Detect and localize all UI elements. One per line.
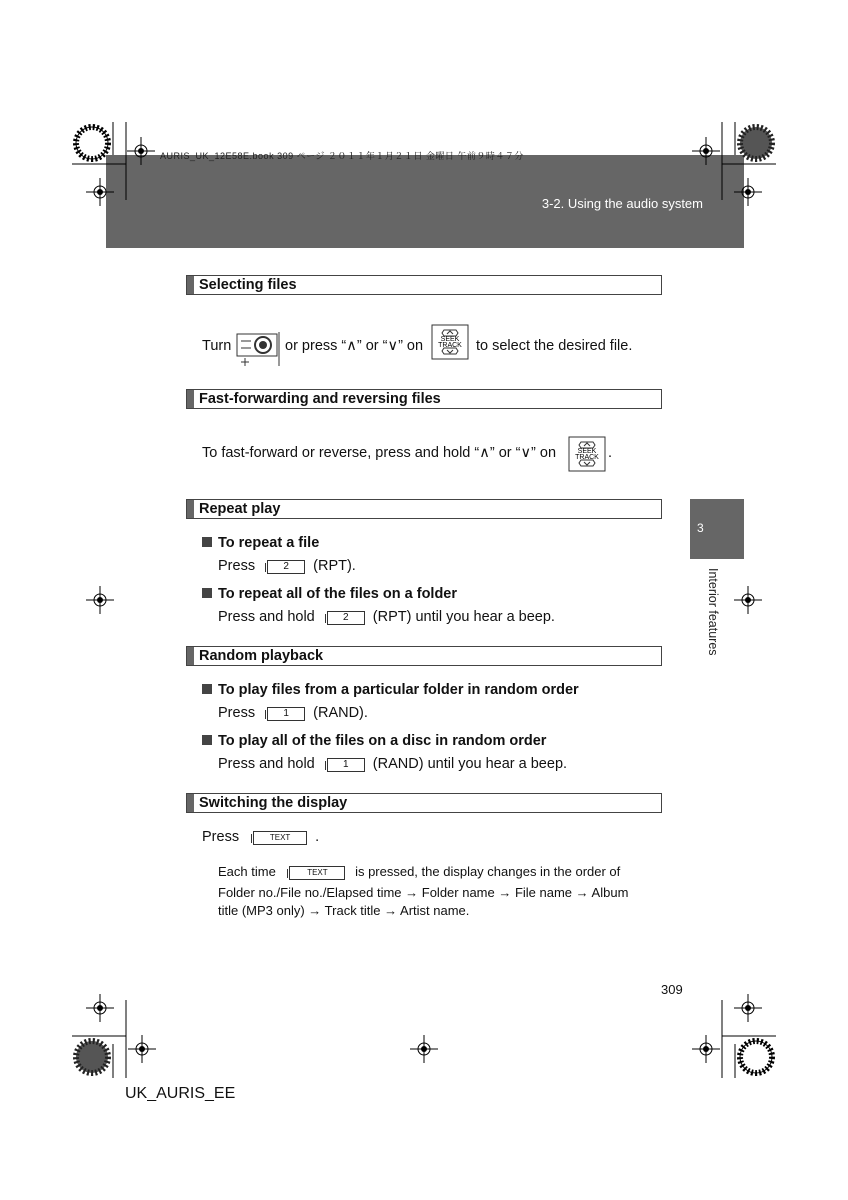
key-1-icon: 1: [327, 758, 365, 772]
footer-id: UK_AURIS_EE: [125, 1085, 236, 1102]
square-bullet-icon: [202, 588, 212, 598]
chapter-number: 3: [697, 521, 704, 535]
file-stamp: AURIS_UK_12E58E.book 309 ページ ２０１１年１月２１日 金曜日 午前９時４７分: [160, 151, 524, 161]
track-label: TRACK: [438, 342, 462, 349]
display-line-1: Press TEXT .: [202, 829, 320, 845]
key-2-icon: 2: [327, 611, 365, 625]
heading-text: Fast-forwarding and reversing files: [199, 391, 441, 407]
text-key-icon: TEXT: [289, 866, 345, 880]
section-heading-selecting-files: [186, 275, 662, 295]
key-1-icon: 1: [267, 707, 305, 721]
section-heading-fast-forward: [186, 389, 662, 409]
select-text-3: to select the desired file.: [476, 338, 633, 354]
seek-label: SEEK: [440, 336, 460, 343]
heading-bar: [187, 500, 194, 518]
repeat-line-1: Press 2 (RPT).: [218, 558, 356, 574]
display-note-3: title (MP3 only) → Track title → Artist name.: [218, 903, 470, 918]
repeat-line-2: Press and hold 2 (RPT) until you hear a beep.: [218, 609, 555, 625]
square-bullet-icon: [202, 537, 212, 547]
heading-text: Random playback: [199, 648, 324, 664]
fast-text-2: .: [608, 445, 613, 461]
text-key-icon: TEXT: [253, 831, 307, 845]
heading-text: Selecting files: [199, 277, 297, 293]
heading-bar: [187, 794, 194, 812]
fast-text-1: To fast-forward or reverse, press and hold “∧” or “∨” on: [202, 445, 557, 461]
heading-bar: [187, 390, 194, 408]
heading-text: Repeat play: [199, 501, 281, 517]
section-heading-repeat: [186, 499, 662, 519]
display-note-2: Folder no./File no./Elapsed time → Folder name → File name → Album: [218, 885, 629, 900]
square-bullet-icon: [202, 684, 212, 694]
page-number: 309: [661, 982, 683, 997]
track-label: TRACK: [575, 454, 599, 461]
random-line-1: Press 1 (RAND).: [218, 705, 368, 721]
section-title: 3-2. Using the audio system: [541, 196, 703, 211]
seek-track-button-icon: [568, 436, 606, 477]
random-subheading-2: To play all of the files on a disc in random order: [202, 733, 546, 749]
section-heading-random: [186, 646, 662, 666]
repeat-subheading-1: To repeat a file: [202, 535, 319, 551]
select-text-2: or press “∧” or “∨” on: [285, 338, 424, 354]
random-subheading-1: To play files from a particular folder in random order: [202, 682, 579, 698]
key-2-icon: 2: [267, 560, 305, 574]
chapter-label: Interior features: [706, 568, 720, 656]
repeat-subheading-2: To repeat all of the files on a folder: [202, 586, 457, 602]
heading-text: Switching the display: [199, 795, 348, 811]
square-bullet-icon: [202, 735, 212, 745]
select-line: [202, 338, 231, 354]
select-text-1: Turn: [202, 338, 232, 354]
heading-bar: [187, 276, 194, 294]
section-heading-display: [186, 793, 662, 813]
seek-label: SEEK: [577, 448, 597, 455]
tune-knob-icon: [235, 328, 281, 368]
random-line-2: Press and hold 1 (RAND) until you hear a beep.: [218, 756, 568, 772]
heading-bar: [187, 647, 194, 665]
display-note-1: Each time TEXT is pressed, the display changes in the order of: [218, 864, 621, 879]
seek-track-button-icon: [431, 324, 469, 365]
